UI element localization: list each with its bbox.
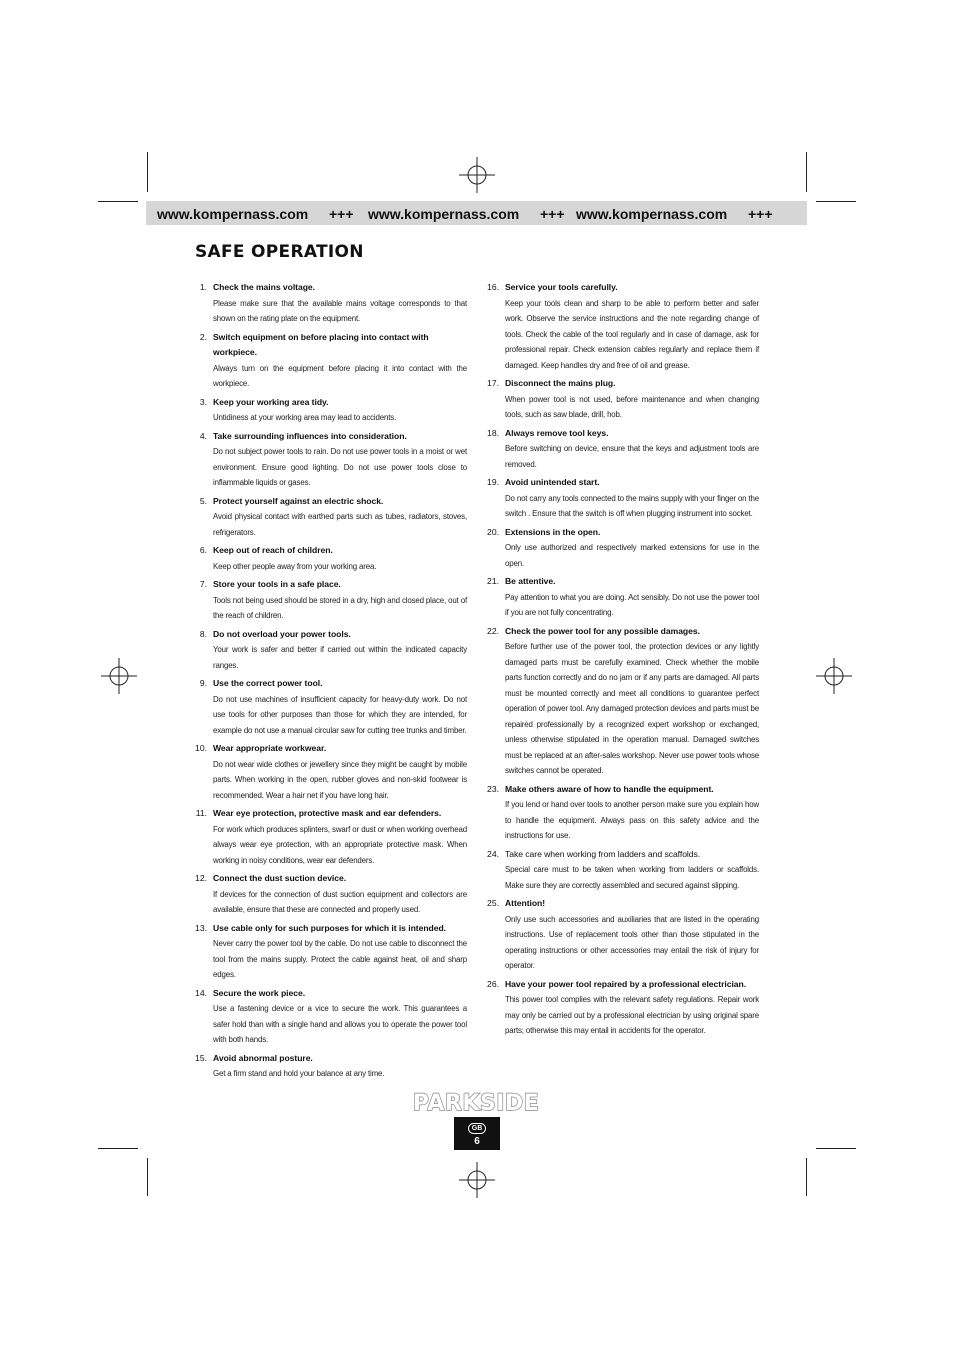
item-heading: Connect the dust suction device.	[213, 873, 347, 883]
item-heading: Protect yourself against an electric shock.	[213, 495, 384, 506]
safety-item	[195, 986, 467, 1048]
item-text: This power tool complies with the relevant safety regulations. Repair work may only be carried out by a professional electrician by using original spare parts; otherwise this may entail in accidents for the operator.	[505, 995, 759, 1035]
item-number: 23.	[487, 783, 499, 794]
item-heading: Store your tools in a safe place.	[213, 579, 341, 589]
item-number: 4.	[199, 430, 207, 441]
item-number: 15.	[195, 1052, 207, 1063]
banner-separator: +++	[540, 206, 565, 222]
item-text: If devices for the connection of dust suction equipment and collectors are available, ensure that these are connected and properly used.	[213, 889, 467, 914]
item-heading: Do not overload your power tools.	[213, 628, 351, 639]
item-number: 12.	[195, 873, 207, 883]
safety-item	[487, 525, 759, 572]
banner-separator: +++	[329, 206, 354, 222]
item-heading: Keep out of reach of children.	[213, 545, 333, 555]
item-heading: Secure the work piece.	[213, 987, 306, 998]
item-heading: Use cable only for such purposes for which it is intended.	[213, 922, 446, 933]
item-heading: Avoid abnormal posture.	[213, 1052, 313, 1063]
language-badge: GB	[468, 1123, 487, 1134]
item-text: Never carry the power tool by the cable. Do not use cable to disconnect the tool from the mains supply. Protect the cable against heat, oil and sharp edges.	[213, 939, 467, 979]
page-badge	[454, 1117, 500, 1150]
item-number: 10.	[195, 743, 207, 753]
crop-mark	[806, 1158, 807, 1196]
item-number: 24.	[487, 848, 499, 859]
page-number: 6	[474, 1136, 480, 1147]
registration-mark-icon	[459, 157, 495, 193]
item-text: If you lend or hand over tools to another person make sure you explain how to handle the equipment. Always pass on this safety advice and the instructions for use.	[505, 800, 759, 840]
item-text: Do not subject power tools to rain. Do not use power tools in a moist or wet environment. Ensure good lighting. Do not use power tools close to inflammable liquids or gases.	[213, 447, 467, 487]
safety-item	[195, 577, 467, 624]
item-heading: Disconnect the mains plug.	[505, 378, 616, 388]
item-number: 18.	[487, 427, 499, 438]
item-heading: Check the mains voltage.	[213, 282, 315, 292]
item-number: 26.	[487, 978, 499, 989]
item-text: Use a fastening device or a vice to secure the work. This guarantees a safer hold than with a single hand and allows you to operate the power tool with both hands.	[213, 1004, 467, 1044]
item-heading: Check the power tool for any possible damages.	[505, 625, 700, 636]
safety-item	[195, 395, 467, 426]
svg-text:PARKSIDE: PARKSIDE	[412, 1091, 540, 1114]
safety-item	[487, 475, 759, 522]
item-number: 5.	[199, 495, 207, 506]
item-number: 9.	[199, 678, 207, 688]
safety-item	[195, 676, 467, 738]
item-number: 11.	[195, 808, 207, 818]
item-text: Before further use of the power tool, the protection devices or any lightly damaged parts must be carefully examined. Check whether the mobile parts function correctly and do no jam or if any parts are damaged. All parts must be mounted correctly and meet all conditions to guarantee perfect operation of power tool. Any damaged protection devices and parts must be repaired professionally by a recognized expert workshop or exchanged, unless otherwise stipulated in the operation manual. Damaged switches must be replaced at an after-sales workshop. Never use power tools whose switches cannot be operated.	[505, 642, 759, 775]
item-heading: Keep your working area tidy.	[213, 396, 329, 407]
safety-item	[195, 806, 467, 868]
safety-item	[195, 1051, 467, 1082]
crop-mark	[147, 152, 148, 192]
safety-item	[195, 627, 467, 674]
item-number: 25.	[487, 898, 499, 908]
item-number: 17.	[487, 378, 499, 388]
safety-item	[195, 921, 467, 983]
banner-url: www.kompernass.com	[157, 206, 309, 222]
item-heading: Be attentive.	[505, 576, 556, 586]
item-text: Do not carry any tools connected to the mains supply with your finger on the switch . Ensure that the switch is off when plugging instrument into socket.	[505, 493, 759, 518]
item-text: Tools not being used should be stored in a dry, high and closed place, out of the reach of children.	[213, 595, 467, 620]
safety-item	[487, 426, 759, 473]
item-number: 21.	[487, 576, 499, 586]
banner-url: www.kompernass.com	[576, 206, 728, 222]
registration-mark-icon	[459, 1162, 495, 1198]
crop-mark	[806, 152, 807, 192]
item-heading: Have your power tool repaired by a professional electrician.	[505, 978, 747, 989]
left-column	[195, 280, 467, 1085]
safety-item	[487, 280, 759, 373]
item-heading: Service your tools carefully.	[505, 282, 618, 292]
item-text: For work which produces splinters, swarf or dust or when working overhead always wear eye protection, with an appropriate protective mask. When working in noisy conditions, wear ear defenders.	[213, 824, 467, 865]
item-heading: Wear eye protection, protective mask and ear defenders.	[213, 808, 442, 818]
item-heading: Use the correct power tool.	[213, 678, 323, 688]
item-text: Keep your tools clean and sharp to be able to perform better and safer work. Observe the service instructions and the note regarding change of tools. Check the cable of the tool regularly and in case of damage, ask for professional repair. Check extension cables regularly and replace them if damaged. Keep handles dry and free of oil and grease.	[505, 298, 759, 370]
safety-item	[195, 280, 467, 327]
item-heading: Extensions in the open.	[505, 526, 601, 537]
item-text: Only use such accessories and auxiliaries that are listed in the operating instructions. Use of replacement tools other than those stipulated in the operating instructions or other accessories may entail the risk of injury for operator.	[505, 914, 759, 970]
item-number: 6.	[199, 545, 207, 555]
crop-mark	[816, 201, 856, 202]
item-heading: Switch equipment on before placing into contact with workpiece.	[213, 331, 429, 357]
safety-item	[195, 330, 467, 392]
item-number: 8.	[199, 628, 207, 639]
item-heading: Avoid unintended start.	[505, 477, 600, 487]
registration-mark-icon	[101, 658, 137, 694]
safety-item	[195, 429, 467, 491]
safety-item	[195, 871, 467, 918]
item-number: 19.	[487, 477, 499, 487]
item-number: 3.	[199, 396, 207, 407]
item-heading: Make others aware of how to handle the equipment.	[505, 783, 714, 794]
item-heading: Wear appropriate workwear.	[213, 743, 327, 753]
safety-item	[195, 494, 467, 541]
item-text: Do not wear wide clothes or jewellery since they might be caught by mobile parts. When working in the open, rubber gloves and non-skid footwear is recommended. Wear a hair net if you have long hair.	[213, 759, 467, 800]
safety-item	[487, 574, 759, 621]
item-text: Only use authorized and respectively marked extensions for use in the open.	[505, 543, 759, 568]
item-text: Always turn on the equipment before placing it into contact with the workpiece.	[213, 363, 467, 388]
item-heading: Attention!	[505, 898, 546, 908]
item-text: Your work is safer and better if carried out within the indicated capacity ranges.	[213, 645, 467, 670]
item-text: When power tool is not used, before maintenance and when changing tools, such as saw blade, drill, hob.	[505, 394, 759, 419]
safety-item	[195, 741, 467, 803]
parkside-logo	[406, 1090, 546, 1114]
item-text: Get a firm stand and hold your balance at any time.	[213, 1069, 385, 1078]
item-number: 20.	[487, 526, 499, 537]
item-text: Untidiness at your working area may lead to accidents.	[213, 413, 397, 422]
safety-item	[487, 896, 759, 974]
item-text: Before switching on device, ensure that the keys and adjustment tools are removed.	[505, 444, 759, 469]
item-number: 22.	[487, 625, 499, 636]
item-text: Avoid physical contact with earthed parts such as tubes, radiators, stoves, refrigerators.	[213, 512, 467, 537]
safety-item	[487, 782, 759, 844]
item-text: Please make sure that the available mains voltage corresponds to that shown on the rating plate on the equipment.	[213, 298, 467, 323]
safety-item	[487, 977, 759, 1039]
safety-item	[487, 624, 759, 779]
registration-mark-icon	[816, 658, 852, 694]
item-number: 7.	[199, 579, 207, 589]
item-text: Special care must to be taken when working from ladders or scaffolds. Make sure they are correctly assembled and secured against slipping.	[505, 865, 759, 890]
item-number: 1.	[199, 282, 207, 292]
crop-mark	[816, 1148, 856, 1149]
item-number: 16.	[487, 282, 499, 292]
crop-mark	[98, 1148, 138, 1149]
item-text: Keep other people away from your working area.	[213, 561, 377, 571]
safety-item	[195, 543, 467, 574]
item-number: 13.	[195, 922, 207, 933]
banner-url: www.kompernass.com	[368, 206, 520, 222]
item-heading: Always remove tool keys.	[505, 427, 609, 438]
item-heading: Take surrounding influences into consideration.	[213, 430, 407, 441]
banner-separator: +++	[748, 206, 773, 222]
item-number: 14.	[195, 987, 207, 998]
safety-item	[487, 376, 759, 423]
safety-item	[487, 847, 759, 894]
right-column	[487, 280, 759, 1042]
crop-mark	[147, 1158, 148, 1196]
crop-mark	[98, 201, 138, 202]
section-title: SAFE OPERATION	[195, 242, 364, 262]
item-number: 2.	[199, 331, 207, 342]
item-text: Pay attention to what you are doing. Act sensibly. Do not use the power tool if you are not fully concentrating.	[505, 592, 759, 617]
item-heading: Take care when working from ladders and scaffolds.	[505, 848, 701, 859]
website-banner	[146, 201, 807, 225]
item-text: Do not use machines of insufficient capacity for heavy-duty work. Do not use tools for other purposes than those for which they are intended, for example do not use a manual circular saw for cutting tree trunks and timber.	[213, 694, 467, 735]
